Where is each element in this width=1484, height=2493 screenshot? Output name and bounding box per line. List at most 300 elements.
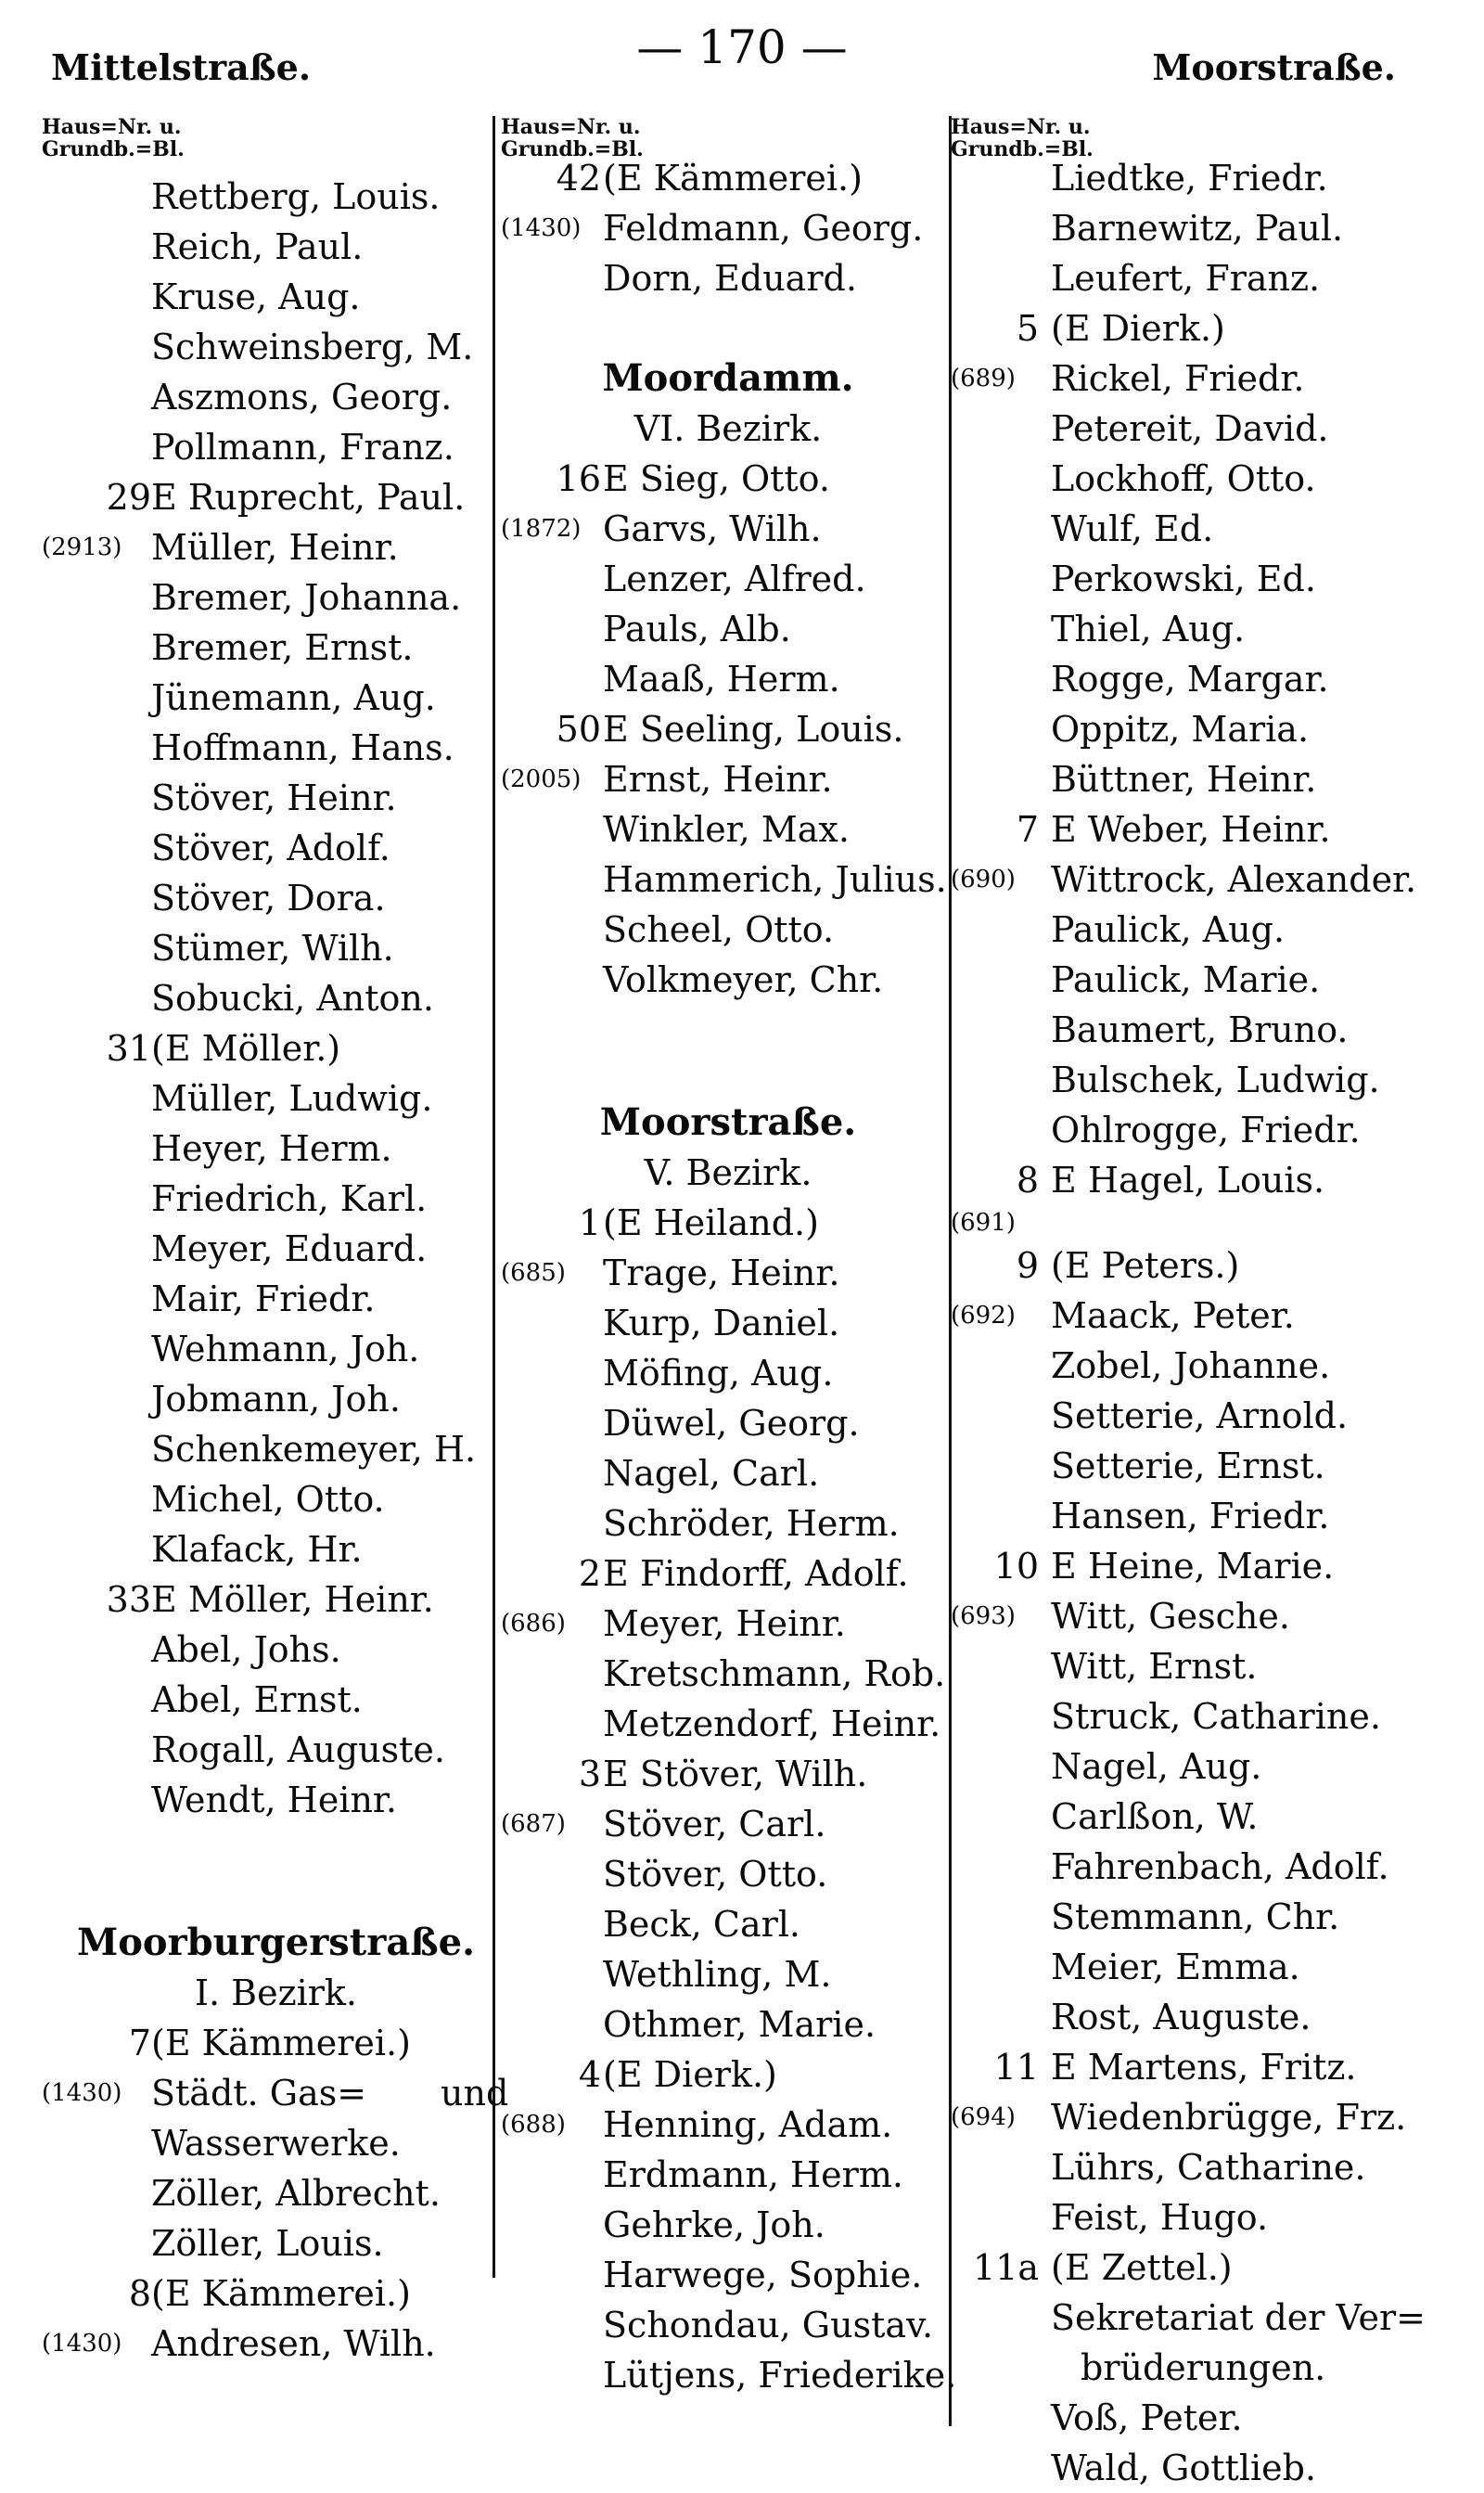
resident-line [501,2300,955,2350]
house-number: 10 [993,1546,1039,1587]
owner: E Weber, Heinr. [1051,809,1331,850]
resident: Meyer, Eduard. [151,1228,428,1269]
resident-line [951,1691,1433,1741]
house-entry [501,1198,955,1248]
column-head: Haus=Nr. u. Grundb.=Bl. [951,115,1094,161]
land-register-number: (2913) [42,533,122,561]
house-number: 16 [556,458,601,499]
resident-line [951,1942,1433,1992]
house-number: 9 [1016,1245,1039,1286]
resident-line [951,2293,1433,2343]
resident: Stöver, Heinr. [151,777,397,818]
land-register-number: (2005) [501,765,582,793]
resident-line [501,253,955,303]
resident-line [501,1599,955,1649]
resident-line [42,272,510,322]
resident-line [501,2350,955,2400]
resident-line [951,504,1433,554]
owner: E Hagel, Louis. [1051,1160,1325,1201]
resident-line [501,1348,955,1398]
resident-line [501,1699,955,1749]
resident: Lütjens, Friederike. [603,2355,957,2396]
land-register-number: (686) [501,1610,566,1638]
resident-line [42,1775,510,1825]
house-entry [951,1240,1433,1291]
resident: Maack, Peter. [1051,1295,1295,1336]
land-register-number: (685) [501,1259,566,1287]
land-register-number: (1430) [501,214,582,242]
resident-line [951,353,1433,404]
resident-line [42,623,510,673]
resident-line [42,1324,510,1374]
owner: E Ruprecht, Paul. [151,477,466,518]
resident-line [42,823,510,873]
resident: Fahrenbach, Adolf. [1051,1846,1389,1887]
resident: Voß, Peter. [1051,2397,1243,2438]
resident: Othmer, Marie. [603,2004,876,2045]
resident-line [951,1992,1433,2042]
resident: Wittrock, Alexander. [1051,859,1417,900]
resident-line [951,2343,1433,2393]
resident: Rost, Auguste. [1051,1997,1311,2037]
resident-line [951,2142,1433,2192]
resident: Carlßon, W. [1051,1796,1259,1837]
running-head-right: Moorstraße. [1152,46,1396,88]
resident: Bulschek, Ludwig. [1051,1060,1380,1100]
resident: Büttner, Heinr. [1051,759,1317,800]
resident-line [42,1124,510,1174]
house-entry [42,1023,510,1073]
resident: Wethling, M. [603,1954,832,1995]
house-entry [951,2042,1433,2092]
resident: Stöver, Adolf. [151,828,390,868]
land-register-number: (689) [951,365,1016,392]
resident-line [501,2100,955,2150]
resident-line [951,153,1433,203]
resident-line [42,1675,510,1725]
resident-line [42,172,510,222]
resident: Petereit, David. [1051,408,1329,449]
resident-line [501,554,955,604]
resident: Lenzer, Alfred. [603,559,866,599]
resident-line [951,855,1433,905]
resident-line [42,1274,510,1324]
resident: Möfing, Aug. [603,1353,834,1394]
house-number: 4 [578,2054,601,2095]
house-number: 29 [106,477,151,518]
resident: Hammerich, Julius. [603,859,947,900]
house-number: 5 [1016,308,1039,349]
owner: E Martens, Fritz. [1051,2047,1357,2088]
resident: Zöller, Louis. [151,2223,384,2264]
owner: (E Heiland.) [603,1202,819,1243]
resident: Wiedenbrügge, Frz. [1051,2097,1407,2138]
resident: Wald, Gottlieb. [1051,2448,1317,2488]
resident-line [501,1498,955,1548]
resident: Sobucki, Anton. [151,978,434,1019]
resident: Kretschmann, Rob. [603,1653,946,1694]
resident-line [951,1591,1433,1641]
owner: (E Kämmerei.) [603,158,863,199]
column-head: Haus=Nr. u. Grundb.=Bl. [42,115,185,161]
house-number: 8 [1016,1160,1039,1201]
resident-line [42,2118,510,2168]
resident-line [501,754,955,804]
owner: (E Peters.) [1051,1245,1240,1286]
resident-line [42,1424,510,1474]
street-title: Moordamm. [602,356,854,400]
resident: Gehrke, Joh. [603,2204,825,2245]
resident-line [951,654,1433,704]
owner: E Heine, Marie. [1051,1546,1335,1587]
resident-line [951,1391,1433,1441]
resident: Lührs, Catharine. [1051,2147,1366,2188]
house-number: 7 [1016,809,1039,850]
house-number: 2 [578,1553,601,1594]
resident-line [42,723,510,773]
district-label: V. Bezirk. [644,1152,812,1193]
resident-line [951,704,1433,754]
resident: Meier, Emma. [1051,1947,1300,1987]
resident: Stöver, Carl. [603,1804,826,1844]
house-entry [501,2050,955,2100]
resident: Setterie, Arnold. [1051,1395,1349,1436]
owner: (E Dierk.) [603,2054,777,2095]
resident: Feist, Hugo. [1051,2197,1269,2238]
resident: Aszmons, Georg. [151,377,453,418]
page-header [0,0,1484,93]
resident-line [951,1491,1433,1541]
resident-line [501,905,955,955]
land-register-number: (687) [501,1810,566,1838]
resident: Feldmann, Georg. [603,208,924,249]
land-register-number: (1872) [501,515,582,543]
resident: Müller, Heinr. [151,527,399,568]
land-register-number: (691) [951,1209,1016,1237]
resident: Barnewitz, Paul. [1051,208,1344,249]
resident: Meyer, Heinr. [603,1603,846,1644]
resident-line [501,504,955,554]
house-entry [42,2018,510,2068]
resident: Baumert, Bruno. [1051,1009,1349,1050]
resident-line [42,322,510,372]
resident: Stöver, Dora. [151,878,386,919]
resident-line [951,554,1433,604]
resident: Paulick, Aug. [1051,909,1286,950]
resident: Abel, Ernst. [151,1679,363,1720]
resident-line [501,1298,955,1348]
resident: Hoffmann, Hans. [151,727,454,768]
resident-line [951,1205,1433,1240]
resident: Klafack, Hr. [151,1529,363,1570]
resident-line [42,1224,510,1274]
resident-line [501,1448,955,1498]
resident-line [951,754,1433,804]
resident: Hansen, Friedr. [1051,1496,1330,1536]
resident-line [42,2068,510,2118]
house-entry [501,704,955,754]
resident: Friedrich, Karl. [151,1178,428,1219]
district-label: I. Bezirk. [194,1973,358,2013]
street-title: Moorstraße. [599,1100,857,1144]
resident: Heyer, Herm. [151,1128,392,1169]
resident: Müller, Ludwig. [151,1078,433,1119]
resident: Maaß, Herm. [603,659,840,700]
resident-line [951,1005,1433,1055]
house-number: 8 [128,2273,151,2314]
resident: Kurp, Daniel. [603,1303,840,1343]
house-entry [951,2242,1433,2293]
resident-line [42,372,510,422]
resident: Wehmann, Joh. [151,1329,420,1369]
owner: (E Möller.) [151,1028,341,1069]
resident-line [501,1899,955,1949]
resident-line [501,203,955,253]
resident: Volkmeyer, Chr. [603,959,884,1000]
owner: E Stöver, Wilh. [603,1754,868,1794]
resident-line [951,2443,1433,2493]
resident-line [42,422,510,472]
resident: Bremer, Ernst. [151,627,414,668]
resident-line [42,1174,510,1224]
resident-line [951,1105,1433,1155]
house-number: 31 [106,1028,151,1069]
resident: Rettberg, Louis. [151,176,441,217]
house-entry [501,1548,955,1599]
resident: Beck, Carl. [603,1904,801,1945]
resident-cont: brüderungen. [1081,2347,1326,2388]
resident: Ernst, Heinr. [603,759,833,800]
resident: Rickel, Friedr. [1051,358,1305,399]
resident-line [951,404,1433,454]
resident: Bremer, Johanna. [151,577,462,618]
resident-line [951,1341,1433,1391]
resident: Struck, Catharine. [1051,1696,1381,1737]
resident-cont: und [441,2073,509,2114]
resident-line [501,955,955,1005]
house-entry [951,804,1433,855]
resident: Kruse, Aug. [151,276,361,317]
resident-line [501,2150,955,2200]
resident: Pauls, Alb. [603,609,791,649]
resident-line [951,1291,1433,1341]
resident-line [42,1073,510,1124]
resident: Nagel, Aug. [1051,1746,1262,1787]
land-register-number: (690) [951,866,1016,893]
resident-line [501,804,955,855]
resident-line [951,203,1433,253]
resident-line [42,973,510,1023]
resident-line [42,1474,510,1524]
column-2 [501,116,955,2400]
resident: Garvs, Wilh. [603,508,822,549]
owner: E Seeling, Louis. [603,709,904,750]
owner: (E Zettel.) [1051,2247,1233,2288]
house-number: 11 [993,2047,1039,2088]
resident: Metzendorf, Heinr. [603,1703,941,1744]
resident: Schweinsberg, M. [151,327,474,367]
resident-line [42,923,510,973]
resident-line [501,1999,955,2050]
resident: Jobmann, Joh. [151,1379,401,1420]
resident-line [951,955,1433,1005]
district-label: VI. Bezirk. [633,408,823,449]
resident-line [951,454,1433,504]
column-head: Haus=Nr. u. Grundb.=Bl. [501,115,644,161]
house-entry [42,2268,510,2319]
resident: Oppitz, Maria. [1051,709,1310,750]
resident: Lockhoff, Otto. [1051,458,1316,499]
resident-line [42,873,510,923]
resident: Sekretariat der Ver= [1051,2297,1426,2338]
resident: Dorn, Eduard. [603,258,857,299]
resident: Witt, Gesche. [1051,1596,1290,1637]
resident-line [951,905,1433,955]
resident-line [951,2192,1433,2242]
resident-line [951,1792,1433,1842]
owner: (E Kämmerei.) [151,2023,411,2063]
resident: Andresen, Wilh. [151,2323,436,2364]
house-number: 42 [556,158,601,199]
resident: Ohlrogge, Friedr. [1051,1110,1361,1150]
resident: Henning, Adam. [603,2104,893,2145]
resident: Wendt, Heinr. [151,1780,397,1820]
resident-line [501,855,955,905]
resident-line [951,604,1433,654]
resident-line [951,2393,1433,2443]
house-entry [501,454,955,504]
house-entry [951,303,1433,353]
house-entry [42,1574,510,1625]
house-number: 3 [578,1754,601,1794]
resident-line [501,604,955,654]
resident-line [42,2168,510,2218]
resident-line [42,1725,510,1775]
resident-line [501,1398,955,1448]
resident-line [42,1625,510,1675]
owner: (E Kämmerei.) [151,2273,411,2314]
resident: Liedtke, Friedr. [1051,158,1328,199]
house-number: 33 [106,1579,151,1620]
resident: Schondau, Gustav. [603,2305,934,2345]
resident: Pollmann, Franz. [151,427,454,468]
resident-line [42,1374,510,1424]
land-register-number: (1430) [42,2330,122,2358]
resident-line [501,1799,955,1849]
owner: E Möller, Heinr. [151,1579,434,1620]
resident-line [42,522,510,572]
resident: Setterie, Ernst. [1051,1446,1325,1486]
resident: Schröder, Herm. [603,1503,900,1544]
resident-line [42,1524,510,1574]
house-entry [951,1541,1433,1591]
house-number: 50 [556,709,601,750]
resident: Wulf, Ed. [1051,508,1214,549]
resident: Zobel, Johanne. [1051,1345,1331,1386]
resident: Harwege, Sophie. [603,2255,923,2295]
resident-line [42,673,510,723]
resident-line [501,1949,955,1999]
resident-line [501,1649,955,1699]
resident: Witt, Ernst. [1051,1646,1258,1687]
resident: Jünemann, Aug. [151,677,436,718]
column-3 [951,116,1433,2493]
resident: Erdmann, Herm. [603,2154,903,2195]
house-number: 7 [128,2023,151,2063]
resident: Trage, Heinr. [603,1253,840,1293]
resident-line [951,1441,1433,1491]
house-entry [951,1155,1433,1205]
resident-line [951,1892,1433,1942]
resident: Schenkemeyer, H. [151,1429,477,1470]
owner: E Sieg, Otto. [603,458,830,499]
resident-line [501,1248,955,1298]
resident-line [42,222,510,272]
resident: Nagel, Carl. [603,1453,820,1494]
owner: (E Dierk.) [1051,308,1225,349]
resident: Perkowski, Ed. [1051,559,1316,599]
resident: Stümer, Wilh. [151,928,394,969]
resident-line [501,2250,955,2300]
land-register-number: (1430) [42,2079,122,2107]
resident-line [501,1849,955,1899]
house-number: 11a [972,2247,1039,2288]
land-register-number: (692) [951,1302,1016,1330]
resident: Michel, Otto. [151,1479,385,1520]
resident-line [951,1741,1433,1792]
land-register-number: (688) [501,2111,566,2139]
resident-line [42,2218,510,2268]
resident: Stöver, Otto. [603,1854,828,1895]
resident-line [501,654,955,704]
house-entry [42,472,510,522]
owner: E Findorff, Adolf. [603,1553,909,1594]
resident: Zöller, Albrecht. [151,2173,441,2214]
resident: Rogge, Margar. [1051,659,1329,700]
resident-line [951,1641,1433,1691]
resident: Scheel, Otto. [603,909,835,950]
resident-line [42,2319,510,2369]
resident-line [951,1842,1433,1892]
street-title: Moorburgerstraße. [76,1921,476,1964]
resident-line [501,2200,955,2250]
running-head-left: Mittelstraße. [51,46,312,88]
resident: Winkler, Max. [603,809,850,850]
resident-line [951,1055,1433,1105]
house-number: 1 [578,1202,601,1243]
house-entry [501,1749,955,1799]
resident: Thiel, Aug. [1051,609,1246,649]
resident: Wasserwerke. [151,2123,401,2164]
resident: Stemmann, Chr. [1051,1896,1340,1937]
page-number: — 170 — [636,20,848,74]
resident-line [951,2092,1433,2142]
resident: Düwel, Georg. [603,1403,860,1444]
resident: Reich, Paul. [151,226,364,267]
resident: Leufert, Franz. [1051,258,1321,299]
column-1 [42,116,510,2369]
resident-line [42,572,510,623]
resident: Abel, Johs. [151,1629,341,1670]
house-entry [501,153,955,203]
resident-line [951,253,1433,303]
land-register-number: (694) [951,2103,1016,2131]
resident: Paulick, Marie. [1051,959,1321,1000]
resident: Städt. Gas= [151,2073,367,2114]
land-register-number: (693) [951,1602,1016,1630]
resident: Rogall, Auguste. [151,1729,445,1770]
resident-line [42,773,510,823]
